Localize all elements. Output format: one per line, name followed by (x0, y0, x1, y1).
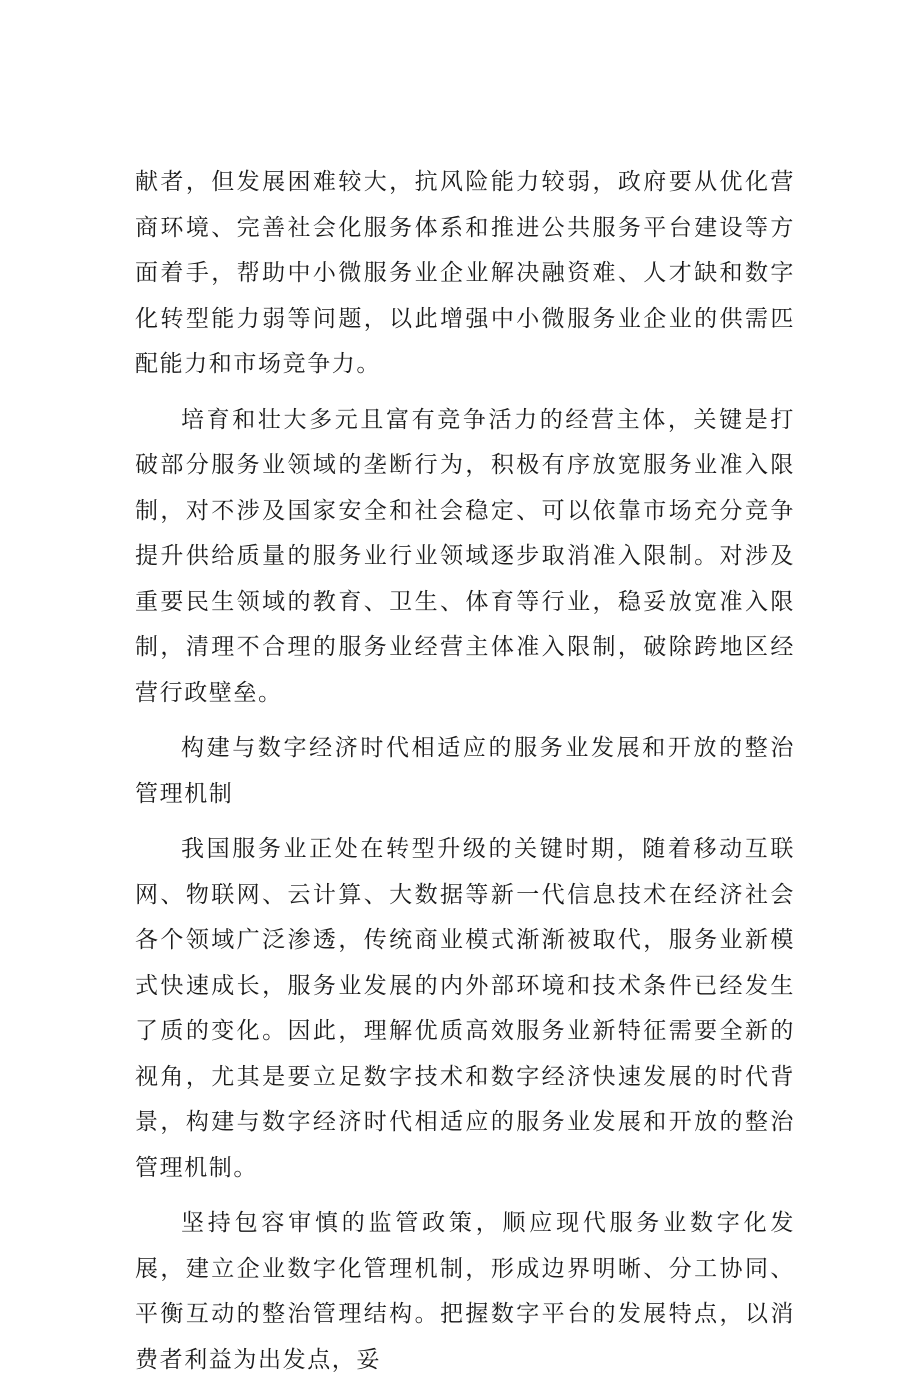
document-body (135, 160, 795, 1393)
section-heading: 构建与数字经济时代相适应的服务业发展和开放的整治管理机制 (135, 735, 795, 807)
paragraph-digital-economy: 我国服务业正处在转型升级的关键时期，随着移动互联网、物联网、云计算、大数据等新一代信息技术在经济社会各个领域广泛渗透，传统商业模式渐渐被取代，服务业新模式快速成长，服务业发展的内外部环境和技术条件已经发生了质的变化。因此，理解优质高效服务业新特征需要全新的视角，尤其是要立足数字技术和数字经济快速发展的时代背景，构建与数字经济时代相适应的服务业发展和开放的整治管理机制。 (135, 836, 795, 1181)
paragraph-regulation: 坚持包容审慎的监管政策，顺应现代服务业数字化发展，建立企业数字化管理机制，形成边界明晰、分工协同、平衡互动的整治管理结构。把握数字平台的发展特点，以消费者利益为出发点，妥 (135, 1210, 795, 1373)
paragraph-market-entry: 培育和壮大多元且富有竞争活力的经营主体，关键是打破部分服务业领域的垄断行为，积极有序放宽服务业准入限制，对不涉及国家安全和社会稳定、可以依靠市场充分竞争提升供给质量的服务业行业领域逐步取消准入限制。对涉及重要民生领域的教育、卫生、体育等行业，稳妥放宽准入限制，清理不合理的服务业经营主体准入限制，破除跨地区经营行政壁垒。 (135, 406, 795, 706)
paragraph-continuation: 献者，但发展困难较大，抗风险能力较弱，政府要从优化营商环境、完善社会化服务体系和推进公共服务平台建设等方面着手，帮助中小微服务业企业解决融资难、人才缺和数字化转型能力弱等问题，以此增强中小微服务业企业的供需匹配能力和市场竞争力。 (135, 169, 795, 377)
